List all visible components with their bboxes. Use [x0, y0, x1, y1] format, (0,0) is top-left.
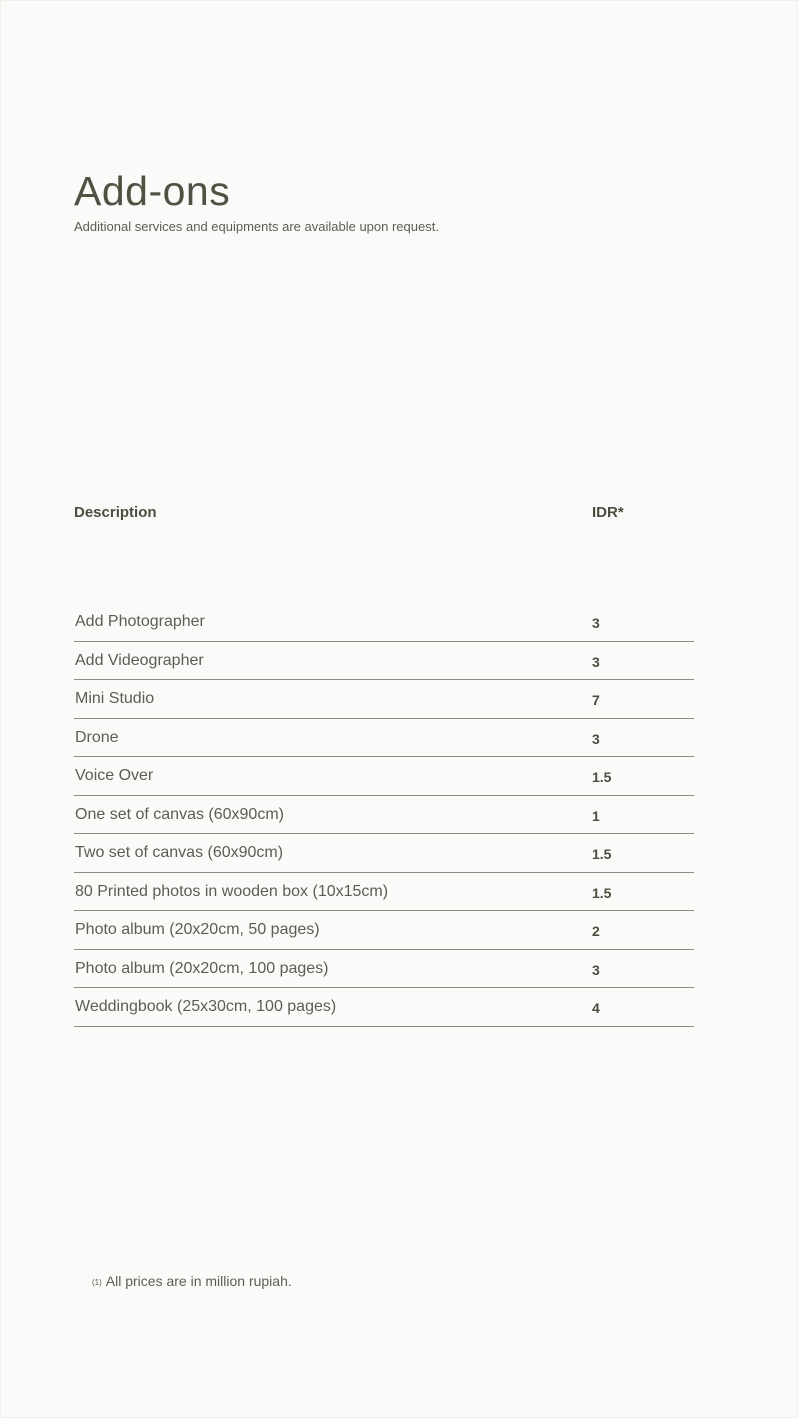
addons-table	[74, 603, 694, 1027]
row-description: Add Videographer	[75, 651, 204, 669]
row-description: One set of canvas (60x90cm)	[75, 805, 284, 823]
row-description: Weddingbook (25x30cm, 100 pages)	[75, 998, 337, 1015]
column-header-description: Description	[74, 504, 157, 521]
row-price: 3	[592, 615, 600, 631]
table-row	[74, 873, 694, 912]
table-header	[74, 504, 694, 526]
row-price: 1	[592, 807, 600, 824]
table-row	[74, 603, 694, 642]
table-row	[74, 911, 694, 950]
table-row	[74, 719, 694, 758]
row-price: 1.5	[592, 884, 612, 901]
row-description: Mini Studio	[75, 690, 155, 707]
row-description: Two set of canvas (60x90cm)	[75, 844, 284, 861]
row-price: 7	[592, 692, 600, 708]
row-description: Add Photographer	[75, 613, 205, 630]
table-row	[74, 834, 694, 873]
table-row	[74, 796, 694, 835]
page-title: Add-ons	[74, 168, 231, 214]
page-header	[74, 168, 694, 236]
table-row	[74, 988, 694, 1027]
row-price: 1.5	[592, 769, 612, 785]
footnote-text: All prices are in million rupiah.	[105, 1273, 292, 1289]
row-price: 2	[592, 923, 600, 939]
row-description: Voice Over	[75, 767, 154, 784]
row-price: 3	[592, 961, 600, 978]
column-header-price: IDR*	[592, 504, 624, 521]
table-row	[74, 642, 694, 681]
row-description: Drone	[75, 728, 119, 746]
page-subtitle: Additional services and equipments are available upon request.	[74, 219, 439, 234]
row-price: 3	[592, 730, 600, 747]
footnote-marker: (1)	[92, 1277, 102, 1287]
row-price: 1.5	[592, 846, 612, 862]
footnote	[92, 1273, 292, 1289]
row-description: Photo album (20x20cm, 50 pages)	[75, 921, 320, 938]
row-description: Photo album (20x20cm, 100 pages)	[75, 959, 329, 977]
table-row	[74, 757, 694, 796]
row-price: 3	[592, 653, 600, 670]
row-price: 4	[592, 1000, 600, 1016]
table-row	[74, 950, 694, 989]
table-row	[74, 680, 694, 719]
row-description: 80 Printed photos in wooden box (10x15cm)	[75, 882, 389, 900]
